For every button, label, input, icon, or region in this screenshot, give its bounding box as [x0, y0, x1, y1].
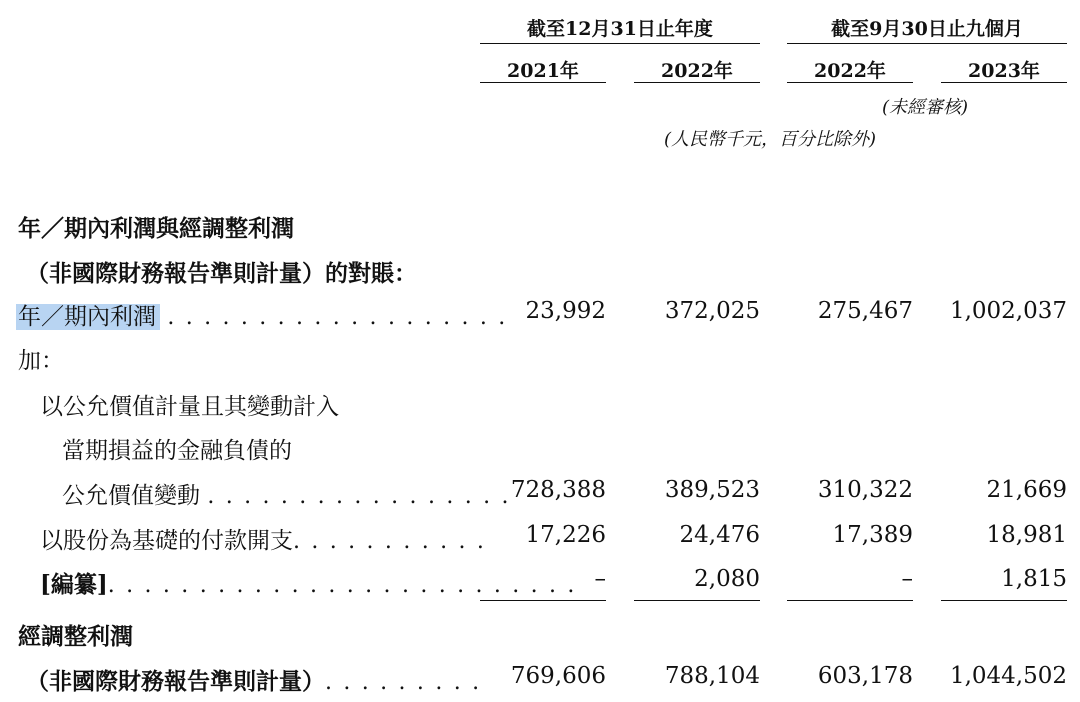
- year-rule-2: [634, 82, 760, 83]
- units-note: (人民幣千元，百分比除外): [663, 129, 877, 150]
- share-based-2022-fy: 24,476: [679, 522, 760, 548]
- add-label: 加：: [18, 348, 64, 374]
- year-header-2022-fy: 2022年: [661, 60, 733, 82]
- adjusted-row-label: [26, 663, 481, 696]
- fair-value-row-label: [62, 477, 511, 510]
- year-rule-1: [480, 82, 606, 83]
- profit-value-2022-fy: 372,025: [664, 298, 760, 324]
- fair-value-label-line1: 以公允價值計量且其變動計入: [40, 394, 339, 420]
- profit-row-label: [18, 298, 507, 331]
- year-rule-3: [787, 82, 913, 83]
- share-based-2021: 17,226: [525, 522, 606, 548]
- section-title-line2: （非國際財務報告準則計量）的對賬：: [26, 260, 417, 287]
- year-header-2023-9m: 2023年: [968, 60, 1040, 82]
- group-header-fiscal-year: 截至12月31日止年度: [527, 18, 713, 40]
- adjusted-2022-9m: 603,178: [817, 663, 913, 689]
- subtotal-rule-4: [941, 600, 1067, 601]
- fair-value-2023-9m: 21,669: [986, 477, 1067, 503]
- share-based-row-label: [40, 522, 486, 555]
- leader-dots: . . . . . . . . . . . . . . . . . . . . . . . . . .: [107, 573, 577, 598]
- adjusted-2022-fy: 788,104: [664, 663, 760, 689]
- year-header-2022-9m: 2022年: [814, 60, 886, 82]
- leader-dots: . . . . . . . . . . .: [293, 529, 487, 554]
- leader-dots: . . . . . . . . .: [325, 670, 482, 695]
- subtotal-rule-2: [634, 600, 760, 601]
- share-based-2023-9m: 18,981: [986, 522, 1067, 548]
- redacted-2023-9m: 1,815: [1001, 566, 1067, 592]
- fair-value-2021: 728,388: [510, 477, 606, 503]
- section-title-line1: 年／期內利潤與經調整利潤: [18, 215, 294, 242]
- fair-value-label-line3: 公允價值變動: [62, 483, 200, 509]
- leader-dots: . . . . . . . . . . . . . . . . .: [207, 484, 511, 509]
- group-header-fiscal-year-rule: [480, 43, 760, 44]
- redacted-label: [編纂]: [40, 571, 108, 598]
- redacted-row-label: [40, 566, 577, 599]
- adjusted-2021: 769,606: [510, 663, 606, 689]
- subtotal-rule-3: [787, 600, 913, 601]
- adjusted-2023-9m: 1,044,502: [949, 663, 1067, 689]
- profit-value-2021: 23,992: [525, 298, 606, 324]
- share-based-label: 以股份為基礎的付款開支: [40, 528, 293, 554]
- redacted-2021: –: [594, 566, 606, 592]
- adjusted-label-line1: 經調整利潤: [18, 623, 133, 650]
- group-header-nine-months-rule: [787, 43, 1067, 44]
- group-header-nine-months: 截至9月30日止九個月: [831, 18, 1023, 40]
- year-header-2021: 2021年: [507, 60, 579, 82]
- leader-dots: . . . . . . . . . . . . . . . . . . .: [167, 305, 508, 330]
- fair-value-label-line2: 當期損益的金融負債的: [62, 438, 292, 464]
- year-rule-4: [941, 82, 1067, 83]
- profit-label-highlight: 年／期內利潤: [16, 304, 160, 330]
- profit-value-2023-9m: 1,002,037: [949, 298, 1067, 324]
- profit-value-2022-9m: 275,467: [817, 298, 913, 324]
- share-based-2022-9m: 17,389: [832, 522, 913, 548]
- unaudited-note: (未經審核): [881, 97, 969, 118]
- adjusted-label-line2: （非國際財務報告準則計量）: [26, 668, 325, 695]
- redacted-2022-fy: 2,080: [694, 566, 760, 592]
- redacted-2022-9m: –: [901, 566, 913, 592]
- fair-value-2022-fy: 389,523: [664, 477, 760, 503]
- subtotal-rule-1: [480, 600, 606, 601]
- fair-value-2022-9m: 310,322: [817, 477, 913, 503]
